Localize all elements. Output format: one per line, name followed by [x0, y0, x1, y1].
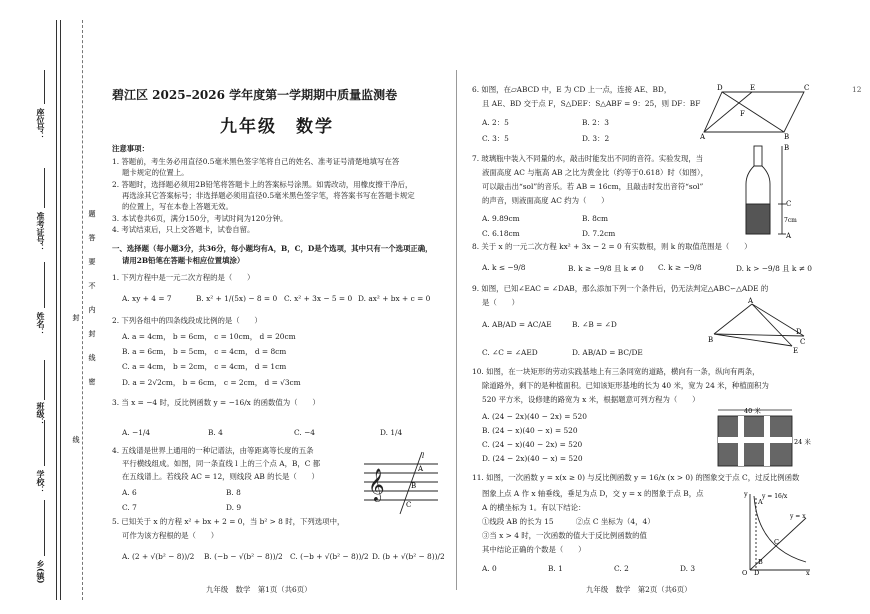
- class-blank[interactable]: [44, 360, 45, 400]
- q10-option-c[interactable]: C. (24 − x)(40 − 2x) = 520: [482, 440, 583, 449]
- notes-line: 的位置上，写在本卷上答题无效。: [122, 202, 233, 211]
- seal-word-mid: 封: [71, 314, 79, 321]
- seat-blank[interactable]: [44, 70, 45, 104]
- q9-line: 是（ ）: [482, 298, 519, 307]
- seal-word: 封: [87, 330, 95, 337]
- fig-label: O: [742, 569, 748, 576]
- q11-line: 图象上点 A 作 x 轴垂线，垂足为点 D，交 y = x 的图象于点 B，点: [482, 489, 704, 498]
- parallelogram-figure: [700, 82, 812, 140]
- q9-line: 9. 如图，已知∠EAC = ∠DAB，那么添加下列一个条件后，仍无法判定△ABC∽△ADE 的: [472, 284, 769, 293]
- q10-line: 520 平方米，设修建的路宽为 x 米，根据题意可列方程为（ ）: [482, 395, 700, 404]
- q9-option-a[interactable]: A. AB/AD = AC/AE: [482, 320, 552, 329]
- fig-label: D: [754, 569, 760, 576]
- q1-stem: 1. 下列方程中是一元二次方程的是（ ）: [112, 273, 255, 282]
- q11-option-d[interactable]: D. 3: [680, 564, 696, 573]
- q8-option-c[interactable]: C. k ≥ −9/8: [658, 263, 702, 272]
- q4-line: 平行横线组成。如图，同一条直线 l 上的三个点 A，B，C 都: [122, 459, 321, 468]
- fig-label-l: l: [422, 452, 425, 460]
- q8-option-d[interactable]: D. k > −9/8 且 k ≠ 0: [736, 264, 812, 273]
- q11-line: A 的横坐标为 1。有以下结论：: [482, 503, 586, 512]
- margin-rule-inner: [56, 20, 57, 600]
- seal-word: 题: [87, 210, 95, 217]
- school-label: 学校：: [36, 470, 46, 494]
- seal-word: 不: [87, 282, 95, 289]
- q11-line: ③当 x > 4 时，一次函数的值大于反比例函数的值: [482, 531, 647, 540]
- seal-word-left: 线: [71, 436, 79, 443]
- music-staff-figure: [360, 448, 440, 520]
- fig-height-label: 24 米: [794, 438, 811, 446]
- q8-stem: 8. 关于 x 的一元二次方程 kx² + 3x − 2 = 0 有实数根，则 k 的取值范围是（ ）: [472, 242, 752, 251]
- q5-option-b[interactable]: B. (−b − √(b² − 8))/2: [204, 552, 283, 561]
- q3-option-c[interactable]: C. −4: [294, 428, 315, 437]
- page-divider: [456, 70, 457, 590]
- q10-option-b[interactable]: B. (24 − x)(40 − x) = 520: [482, 426, 578, 435]
- seal-word: 要: [87, 258, 95, 265]
- function-graph-figure: [740, 488, 812, 576]
- q7-line: 的声音，则液面高度 AC 约为（ ）: [482, 196, 609, 205]
- q5-line: 5. 已知关于 x 的方程 x² + bx + 2 = 0，当 b² > 8 时，下列选项中，: [112, 517, 345, 526]
- exam-no-blank[interactable]: [44, 168, 45, 208]
- q10-option-d[interactable]: D. (24 − 2x)(40 − x) = 520: [482, 454, 583, 463]
- fig-label: B: [758, 558, 763, 566]
- fig-label: y = x: [790, 513, 806, 520]
- q11-option-a[interactable]: A. 0: [482, 564, 497, 573]
- fig-width-label: 40 米: [744, 407, 761, 415]
- q11-line: 11. 如图，一次函数 y = x(x ≥ 0) 与反比例函数 y = 16/x (x > 0) 的图象交于点 C，过反比例函数: [472, 473, 800, 482]
- q7-option-c[interactable]: C. 6.18cm: [482, 229, 520, 238]
- q9-option-c[interactable]: C. ∠C = ∠AED: [482, 348, 538, 357]
- q2-option-a[interactable]: A. a = 4cm， b = 6cm， c = 10cm， d = 20cm: [122, 332, 296, 341]
- fig-label-b: B: [784, 144, 790, 152]
- fig-label: y = 16/x: [762, 493, 788, 500]
- q5-option-d[interactable]: D. (b + √(b² − 8))/2: [372, 552, 445, 561]
- q11-line: ①线段 AB 的长为 15 ②点 C 坐标为（4，4）: [482, 517, 655, 526]
- q6-option-c[interactable]: C. 3：5: [482, 134, 509, 143]
- q3-option-b[interactable]: B. 4: [208, 428, 223, 437]
- q11-option-b[interactable]: B. 1: [548, 564, 563, 573]
- fig-label-c: C: [406, 501, 412, 509]
- fig-label: A: [758, 498, 763, 506]
- notes-line: 3. 本试卷共6页，满分150分，考试时间为120分钟。: [112, 214, 288, 223]
- notes-heading: 注意事项：: [112, 144, 149, 153]
- notes-line: 再选涂其它答案标号；非选择题必须用直径0.5毫米黑色签字笔，将答案书写在答题卡规定: [122, 191, 415, 200]
- name-blank[interactable]: [44, 262, 45, 308]
- q6-line: 6. 如图，在▱ABCD 中，E 为 CD 上一点，连接 AE、BD，: [472, 85, 672, 94]
- seal-word: 密: [87, 378, 95, 385]
- q4-line: 4. 五线谱是世界上通用的一种记谱法，由等距离等长度的五条: [112, 446, 314, 455]
- triangle-figure: [708, 296, 808, 356]
- q1-option-d[interactable]: D. ax² + bx + c = 0: [358, 294, 431, 303]
- q6-option-a[interactable]: A. 2：5: [482, 118, 509, 127]
- class-label: 班级：: [36, 402, 46, 426]
- q7-option-d[interactable]: D. 7.2cm: [582, 229, 616, 238]
- fig-label-b: B: [411, 482, 417, 490]
- q8-option-a[interactable]: A. k ≤ −9/8: [482, 263, 526, 272]
- school-blank[interactable]: [44, 420, 45, 466]
- q10-option-a[interactable]: A. (24 − 2x)(40 − 2x) = 520: [482, 412, 587, 421]
- q4-option-c[interactable]: C. 7: [122, 503, 137, 512]
- q7-line: 7. 玻璃瓶中装入不同量的水，敲击时能发出不同的音符。实验发现，当: [472, 154, 704, 163]
- fig-label: D: [796, 328, 802, 336]
- q4-line: 在五线谱上。若线段 AC = 12，则线段 AB 的长是（ ）: [122, 472, 319, 481]
- q7-option-b[interactable]: B. 8cm: [582, 214, 608, 223]
- q5-option-c[interactable]: C. (−b + √(b² − 8))/2: [290, 552, 369, 561]
- fig-label: y: [744, 490, 748, 498]
- q4-option-a[interactable]: A. 6: [122, 488, 137, 497]
- q3-option-d[interactable]: D. 1/4: [380, 428, 403, 437]
- q2-stem: 2. 下列各组中的四条线段成比例的是（ ）: [112, 316, 262, 325]
- notes-line: 题卡规定的位置上。: [122, 168, 189, 177]
- fig-label: C: [800, 338, 806, 346]
- seal-dashed-line: [82, 20, 83, 600]
- binding-margin: [0, 0, 96, 614]
- notes-line: 4. 考试结束后，只上交答题卡，试卷自留。: [112, 225, 255, 234]
- field-figure: [712, 404, 812, 470]
- q5-line: 可作为该方程根的是（ ）: [122, 531, 219, 540]
- fig-label-a: A: [786, 232, 792, 240]
- fig-length: 7cm: [784, 217, 797, 224]
- q3-option-a[interactable]: A. −1/4: [122, 428, 151, 437]
- notes-line: 1. 答题前，考生务必用直径0.5毫米黑色签字笔将自己的姓名、准考证号清楚地填写在答: [112, 157, 400, 166]
- q10-line: 10. 如图，在一块矩形的劳动实践基地上有三条同宽的道路，横向有一条，纵向有两条，: [472, 367, 760, 376]
- fig-label: F: [740, 110, 745, 118]
- exam-no-label: 准考证号：: [36, 212, 46, 252]
- section-heading-2: 请用2B铅笔在答题卡相应位置填涂）: [122, 256, 245, 265]
- q2-option-b[interactable]: B. a = 6cm， b = 5cm， c = 4cm， d = 8cm: [122, 347, 287, 356]
- q9-option-b[interactable]: B. ∠B = ∠D: [572, 320, 617, 329]
- q10-line: 除道路外，剩下的是种植面积。已知该矩形基地的长为 40 米，宽为 24 米，种植面积为: [482, 381, 769, 390]
- q6-option-d[interactable]: D. 3：2: [582, 134, 610, 143]
- q1-option-b[interactable]: B. x² + 1/(5x) − 8 = 0: [196, 294, 278, 303]
- q4-option-d[interactable]: D. 9: [226, 503, 242, 512]
- q5-option-a[interactable]: A. (2 + √(b² − 8))/2: [122, 552, 195, 561]
- fig-label: C: [774, 538, 779, 546]
- section-heading: 一、选择题（每小题3分，共36分，每小题均有A，B，C，D是个选项，其中只有一个选项正确，: [112, 244, 433, 253]
- town-label: 乡(镇): [36, 560, 46, 584]
- page-footer-right: 九年级 数学 第2页（共6页）: [586, 585, 692, 594]
- q11-line: 其中结论正确的个数是（ ）: [482, 545, 586, 554]
- treble-clef-icon: 𝄞: [368, 468, 385, 501]
- fig-label-a: A: [418, 465, 424, 473]
- fig-label: B: [784, 133, 790, 140]
- fig-label: x: [806, 569, 810, 576]
- q11-option-c[interactable]: C. 2: [614, 564, 629, 573]
- q9-option-d[interactable]: D. AB/AD = BC/DE: [572, 348, 643, 357]
- seat-label: 座位号：: [36, 108, 46, 140]
- town-blank[interactable]: [44, 500, 45, 556]
- q6-option-b[interactable]: B. 2：3: [582, 118, 609, 127]
- q1-option-c[interactable]: C. x² + 3x − 5 = 0: [284, 294, 353, 303]
- edge-mark: 12: [852, 85, 862, 94]
- page-footer-left: 九年级 数学 第1页（共6页）: [206, 585, 312, 594]
- fig-label: C: [804, 84, 810, 92]
- q3-stem: 3. 当 x = −4 时，反比例函数 y = −16/x 的函数值为（ ）: [112, 398, 320, 407]
- q7-option-a[interactable]: A. 9.89cm: [482, 214, 520, 223]
- fig-label: E: [750, 84, 756, 92]
- margin-rule: [60, 20, 61, 600]
- fig-label-c: C: [786, 200, 792, 208]
- notes-line: 2. 答题时，选择题必须用2B铅笔将答题卡上的答案标号涂黑。如需改动，用橡皮擦干净后，: [112, 180, 413, 189]
- fig-label: A: [700, 133, 706, 140]
- fig-label: D: [717, 84, 723, 92]
- fig-label: E: [793, 347, 799, 355]
- q7-line: 液面高度 AC 与瓶高 AB 之比为黄金比（约等于0.618）时（如图），: [482, 168, 708, 177]
- seal-word: 内: [87, 306, 95, 313]
- exam-title: 碧江区 2025–2026 学年度第一学期期中质量监测卷: [112, 88, 398, 102]
- name-label: 姓名：: [36, 312, 46, 336]
- q4-option-b[interactable]: B. 8: [226, 488, 241, 497]
- q2-option-c[interactable]: C. a = 4cm， b = 2cm， c = 4cm， d = 1cm: [122, 362, 287, 371]
- bottle-figure: [738, 140, 804, 240]
- q7-line: 可以敲击出“sol”的音乐。若 AB = 16cm，且敲击时发出音符“sol”: [482, 182, 704, 191]
- seal-word: 线: [87, 354, 95, 361]
- exam-subtitle: 九年级 数学: [220, 117, 334, 137]
- fig-label: A: [748, 297, 754, 305]
- q6-line: 且 AE、BD 交于点 F，S△DEF：S△ABF = 9：25，则 DF：BF: [482, 99, 701, 108]
- fig-label: B: [708, 336, 714, 344]
- seal-word: 答: [87, 234, 95, 241]
- q2-option-d[interactable]: D. a = 2√2cm， b = 6cm， c = 2cm， d = √3cm: [122, 378, 301, 387]
- q1-option-a[interactable]: A. xy + 4 = 7: [122, 294, 172, 303]
- q8-option-b[interactable]: B. k ≥ −9/8 且 k ≠ 0: [568, 264, 644, 273]
